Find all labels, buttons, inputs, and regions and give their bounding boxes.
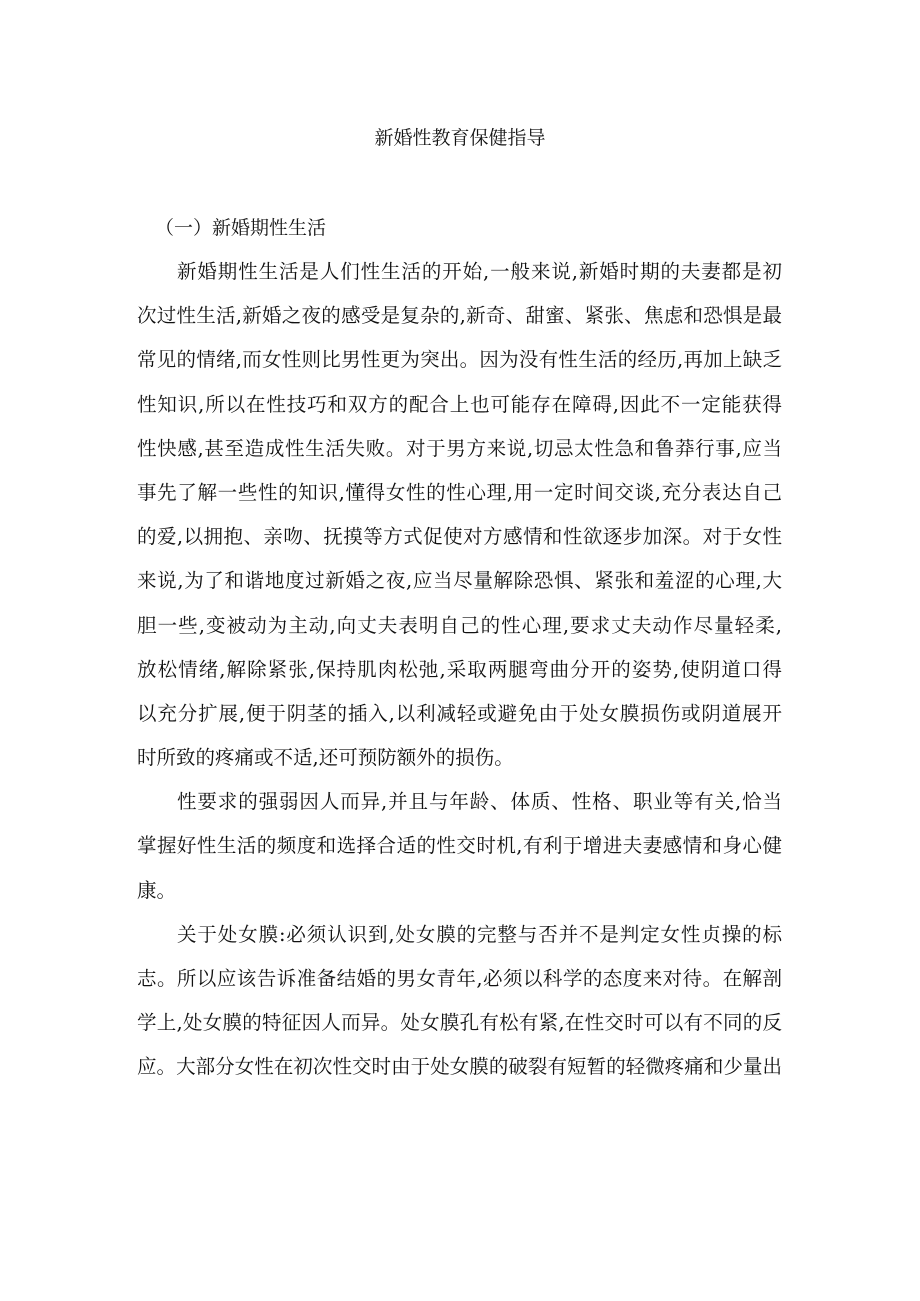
document-title: 新婚性教育保健指导: [374, 127, 546, 149]
paragraph-line: 应。大部分女性在初次性交时由于处女膜的破裂有短暂的轻微疼痛和少量出: [137, 1055, 782, 1079]
paragraph-line: 的爱,以拥抱、亲吻、抚摸等方式促使对方感情和性欲逐步加深。对于女性: [137, 525, 782, 549]
paragraph-line: 次过性生活,新婚之夜的感受是复杂的,新奇、甜蜜、紧张、焦虑和恐惧是最: [137, 304, 782, 328]
paragraph-line: 来说,为了和谐地度过新婚之夜,应当尽量解除恐惧、紧张和羞涩的心理,大: [137, 569, 782, 593]
document-body: [137, 258, 782, 1098]
paragraph-line: 放松情绪,解除紧张,保持肌肉松弛,采取两腿弯曲分开的姿势,使阴道口得: [137, 657, 782, 681]
paragraph-line: 性要求的强弱因人而异,并且与年龄、体质、性格、职业等有关,恰当: [177, 790, 782, 814]
paragraph-line: 事先了解一些性的知识,懂得女性的性心理,用一定时间交谈,充分表达自己: [137, 480, 782, 504]
paragraph-line: 以充分扩展,便于阴茎的插入,以利减轻或避免由于处女膜损伤或阴道展开: [137, 701, 782, 725]
paragraph-line: 掌握好性生活的频度和选择合适的性交时机,有利于增进夫妻感情和身心健: [137, 834, 782, 858]
paragraph-line: 新婚期性生活是人们性生活的开始,一般来说,新婚时期的夫妻都是初: [177, 260, 782, 283]
paragraph-line: 常见的情绪,而女性则比男性更为突出。因为没有性生活的经历,再加上缺乏: [137, 348, 782, 372]
paragraph-line: 性快感,甚至造成性生活失败。对于男方来说,切忌太性急和鲁莽行事,应当: [137, 436, 782, 460]
paragraph-line: 康。: [137, 878, 177, 902]
section-heading: （一）新婚期性生活: [155, 217, 327, 239]
paragraph-line: 志。所以应该告诉准备结婚的男女青年,必须以科学的态度来对待。在解剖: [137, 967, 782, 990]
paragraph: [137, 788, 782, 921]
paragraph: [137, 921, 782, 1098]
paragraph: [137, 258, 782, 788]
paragraph-line: 学上,处女膜的特征因人而异。处女膜孔有松有紧,在性交时可以有不同的反: [137, 1011, 782, 1035]
paragraph-line: 时所致的疼痛或不适,还可预防额外的损伤。: [137, 746, 514, 770]
paragraph-line: 胆一些,变被动为主动,向丈夫表明自己的性心理,要求丈夫动作尽量轻柔,: [137, 613, 782, 637]
paragraph-line: 性知识,所以在性技巧和双方的配合上也可能存在障碍,因此不一定能获得: [137, 392, 782, 416]
paragraph-line: 关于处女膜:必须认识到,处女膜的完整与否并不是判定女性贞操的标: [177, 922, 782, 946]
